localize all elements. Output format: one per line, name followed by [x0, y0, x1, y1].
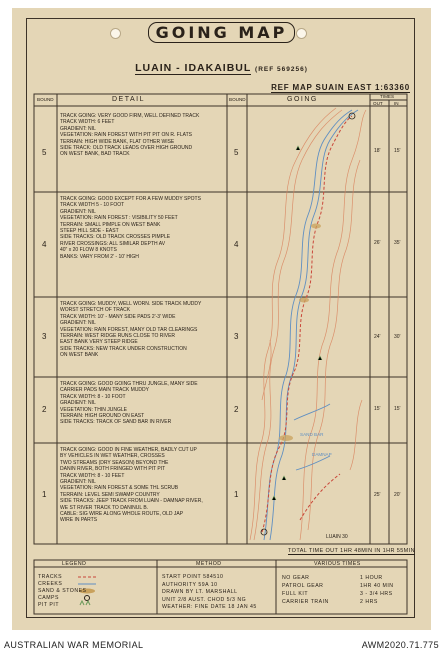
time-out: 25' — [374, 492, 381, 498]
section-bound-number-right: 3 — [234, 332, 239, 341]
footer-credit: AUSTRALIAN WAR MEMORIAL — [4, 640, 144, 650]
time-in: 30' — [394, 334, 401, 340]
time-out: 15' — [374, 406, 381, 412]
section-bound-number: 1 — [42, 490, 47, 499]
out-header: OUT — [373, 101, 383, 106]
time-in: 15' — [394, 406, 401, 412]
section-bound-number: 2 — [42, 405, 47, 414]
footer-accession-number: AWM2020.71.775 — [361, 640, 439, 650]
section-detail: TRACK GOING: GOOD IN FINE WEATHER, BADLY CUT UP BY VEHICLES IN WET WEATHER, CROSSES TWO STREAMS (DRY SEASON) BEYOND THE DANIN RIVER, BOTH FRINGED WITH PIT PIT TRACK WIDTH: 8 - 10 FEET GRADIENT: NIL VEGETATION: RAIN FOREST & SOME THL SCRUB TERRAIN: LEVEL SEMI SWAMP COUNTRY SIDE TRACKS: JEEP TRACK FROM LUAIN - DAMNAP RIVER, WE ST RIVER TRACK TO DANINUL B. CABLE: SIG WIRE ALONG WHOLE ROUTE, OLD JAP WIRE IN PARTS — [60, 447, 203, 524]
section-bound-number-right: 4 — [234, 240, 239, 249]
time-in: 15' — [394, 148, 401, 154]
time-in: 20' — [394, 492, 401, 498]
various-times-labels: NO GEAR PATROL GEAR FULL KIT CARRIER TRAIN — [282, 575, 329, 605]
section-detail: TRACK GOING: GOOD GOING THRU JUNGLE, MANY SIDE CARRIER PADS MAIN TRACK MUDDY TRACK WIDTH: 8 - 10 FOOT GRADIENT: NIL VEGETATION: THIN JUNGLE TERRAIN: HIGH GROUND ON EAST SIDE TRACKS: TRACK OF SAND BAR IN RIVER — [60, 381, 198, 426]
section-bound-number: 4 — [42, 240, 47, 249]
various-times-values: 1 HOUR 1HR 40 MIN 3 - 3/4 HRS 2 HRS — [360, 575, 394, 605]
section-detail: TRACK GOING: MUDDY, WELL WORN. SIDE TRACK MUDDY WORST STRETCH OF TRACK TRACK WIDTH: 10' - MANY SIDE PADS 2'-3' WIDE GRADIENT: NIL VEGETATION: RAIN FOREST, MANY OLD TAR CLEARINGS TERRAIN: WEST RIDGE RUNS CLOSE TO RIVER EAST BANK VERY STEEP RIDGE SIDE TRACKS: NEW TRACK UNDER CONSTRUCTION ON WEST BANK — [60, 301, 202, 359]
legend-title: LEGEND — [62, 561, 87, 567]
method-rows: START POINT 584510 AUTHORITY 59A 10 DRAWN BY LT. MARSHALL UNIT 2/8 AUST. CHOD 5/3 NG WEATHER: FINE DATE 18 JAN 45 — [162, 574, 257, 610]
times-header: TIMES — [380, 94, 395, 99]
map-reference: REF MAP SUAIN EAST 1:63360 — [271, 83, 410, 92]
section-bound-number: 5 — [42, 148, 47, 157]
bound-header-right: BOUND — [229, 97, 246, 102]
detail-header: DETAIL — [112, 96, 145, 103]
section-bound-number-right: 2 — [234, 405, 239, 414]
section-detail: TRACK GOING: GOOD EXCEPT FOR A FEW MUDDY SPOTS TRACK WIDTH 5 - 10 FOOT GRADIENT: NIL VEGETATION: RAIN FOREST : VISIBILITY 50 FEET TERRAIN: SMALL PIMPLE ON WEST BANK STEEP HILL SIDE - EAST SIDE TRACKS: OLD TRACK CROSSES PIMPLE RIVER CROSSINGS: ALL SIMILAR DEPTH AV 40" x 20 FLOW 8 KNOTS BANKS: VARY FROM 2' - 10' HIGH — [60, 196, 201, 260]
section-detail: TRACK GOING: VERY GOOD FIRM, WELL DEFINED TRACK TRACK WIDTH: 6 FEET GRADIENT: NIL VEGETATION: RAIN FOREST WITH PIT PIT ON R. FLATS TERRAIN: HIGH WIDE BANK, FLAT OTHER WISE SIDE TRACK: OLD TRACK LEADS OVER HIGH GROUND ON WEST BANK, BAD TRACK — [60, 113, 200, 158]
time-out: 26' — [374, 240, 381, 246]
map-label-luain: LUAIN 30 — [326, 534, 348, 540]
document-title: GOING MAP — [0, 22, 443, 43]
method-title: METHOD — [196, 561, 222, 567]
going-header: GOING — [287, 96, 318, 103]
section-bound-number: 3 — [42, 332, 47, 341]
section-bound-number-right: 1 — [234, 490, 239, 499]
map-label-damnap: DAMNAP — [312, 452, 332, 457]
time-out: 18' — [374, 148, 381, 154]
time-out: 24' — [374, 334, 381, 340]
various-times-title: VARIOUS TIMES — [314, 561, 361, 567]
legend-items: TRACKS CREEKS SAND & STONES CAMPS PIT PIT — [38, 574, 87, 608]
bound-header-left: BOUND — [37, 97, 54, 102]
subtitle-ref: (REF 569256) — [255, 66, 308, 73]
section-bound-number-right: 5 — [234, 148, 239, 157]
document-subtitle: LUAIN - IDAKAIBUL (REF 569256) — [135, 62, 308, 74]
map-label-sand-bar: SAND BAR — [300, 432, 324, 437]
in-header: IN — [394, 101, 399, 106]
total-time: TOTAL TIME OUT 1HR 48MIN IN 1HR 55MIN — [288, 548, 415, 554]
time-in: 35' — [394, 240, 401, 246]
